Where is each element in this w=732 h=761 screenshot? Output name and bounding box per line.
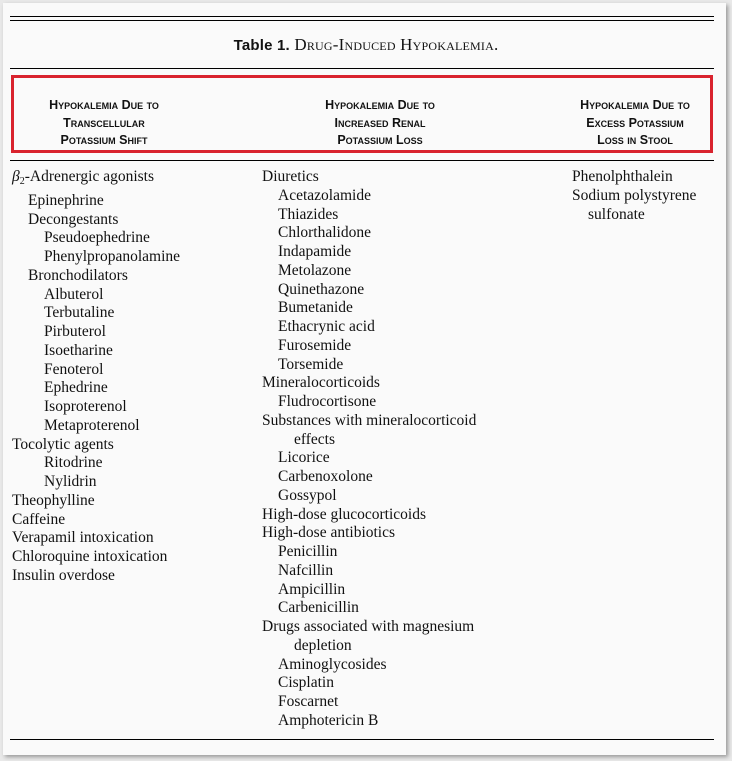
header-bottom-rule (10, 160, 714, 161)
list-item: Epinephrine (28, 191, 104, 209)
list-item: Foscarnet (278, 693, 339, 710)
top-rule-thin (10, 20, 714, 21)
list-item: Terbutaline (44, 304, 115, 322)
column-header-transcellular (24, 97, 184, 150)
table-number: Table 1. (233, 37, 290, 54)
header-line: Increased Renal (334, 115, 426, 130)
list-item: Decongestants (28, 210, 119, 228)
list-item (12, 168, 180, 192)
list-item: Theophylline (12, 491, 95, 509)
header-line: Potassium Loss (337, 133, 423, 147)
list-item: Amphotericin B (278, 711, 379, 729)
list-item: Caffeine (12, 510, 66, 528)
header-line: Excess Potassium (586, 115, 684, 130)
list-item: Phenylpropanolamine (44, 248, 181, 265)
column-stool (572, 168, 696, 224)
column-header-stool (555, 97, 715, 150)
list-item: Fludrocortisone (278, 393, 377, 410)
list-item-text: -Adrenergic agonists (24, 168, 155, 185)
list-item: Bumetanide (278, 299, 353, 317)
list-item: Pirbuterol (44, 323, 106, 340)
list-item: Aminoglycosides (278, 655, 387, 673)
list-item: Ethacrynic acid (278, 318, 375, 335)
header-line: Hypokalemia Due to (325, 98, 435, 112)
list-item: Nafcillin (278, 561, 334, 579)
list-item: Acetazolamide (278, 186, 371, 204)
list-item: Mineralocorticoids (262, 374, 380, 392)
beta-subscript: 2 (19, 176, 25, 187)
column-header-renal (300, 97, 460, 150)
list-item: Chlorthalidone (278, 224, 371, 242)
list-item: effects (294, 430, 336, 448)
list-item: Ampicillin (278, 580, 346, 598)
list-item: Carbenicillin (278, 599, 359, 617)
list-item: Fenoterol (44, 360, 104, 378)
table-caption: Drug-Induced Hypokalemia. (294, 35, 499, 54)
list-item: Isoproterenol (44, 398, 127, 415)
list-item: sulfonate (588, 205, 645, 223)
list-item: Furosemide (278, 336, 352, 354)
list-item: Ephedrine (44, 379, 108, 397)
header-line: Hypokalemia Due to (580, 98, 690, 112)
list-item: Carbenoxolone (278, 468, 373, 485)
list-item: Metolazone (278, 261, 352, 279)
list-item: Quinethazone (278, 280, 365, 298)
list-item: Albuterol (44, 285, 104, 303)
list-item: Substances with mineralocorticoid (262, 411, 477, 429)
list-item: Chloroquine intoxication (12, 548, 168, 565)
list-item: Indapamide (278, 243, 352, 260)
beta-symbol: β (12, 168, 20, 185)
list-item: Thiazides (278, 205, 339, 223)
table-title (0, 35, 732, 55)
list-item: Insulin overdose (12, 566, 115, 584)
list-item: Gossypol (278, 486, 337, 504)
list-item: depletion (294, 636, 352, 654)
header-line: Potassium Shift (60, 133, 148, 147)
list-item: Diuretics (262, 168, 319, 185)
list-item: Pseudoephedrine (44, 229, 150, 247)
column-transcellular (12, 168, 180, 586)
list-item: Drugs associated with magnesium (262, 618, 475, 635)
header-line: Transcellular (63, 115, 145, 130)
list-item: Torsemide (278, 355, 344, 373)
header-line: Loss in Stool (597, 133, 673, 147)
list-item: High-dose antibiotics (262, 524, 396, 542)
list-item: Metaproterenol (44, 416, 140, 434)
list-item: Penicillin (278, 543, 338, 560)
bottom-rule (10, 739, 714, 740)
list-item: Sodium polystyrene (572, 186, 697, 204)
list-item: Phenolphthalein (572, 168, 673, 185)
list-item: Nylidrin (44, 473, 97, 490)
list-item: Tocolytic agents (12, 435, 114, 453)
top-rule (10, 16, 714, 17)
list-item: Cisplatin (278, 674, 334, 692)
list-item: Bronchodilators (28, 266, 128, 284)
list-item: Ritodrine (44, 454, 103, 472)
header-top-rule (10, 68, 714, 69)
list-item: Licorice (278, 449, 330, 467)
column-renal (262, 168, 476, 731)
header-line: Hypokalemia Due to (49, 98, 159, 112)
list-item: Verapamil intoxication (12, 529, 154, 547)
list-item: Isoetharine (44, 341, 113, 359)
list-item: High-dose glucocorticoids (262, 505, 427, 523)
